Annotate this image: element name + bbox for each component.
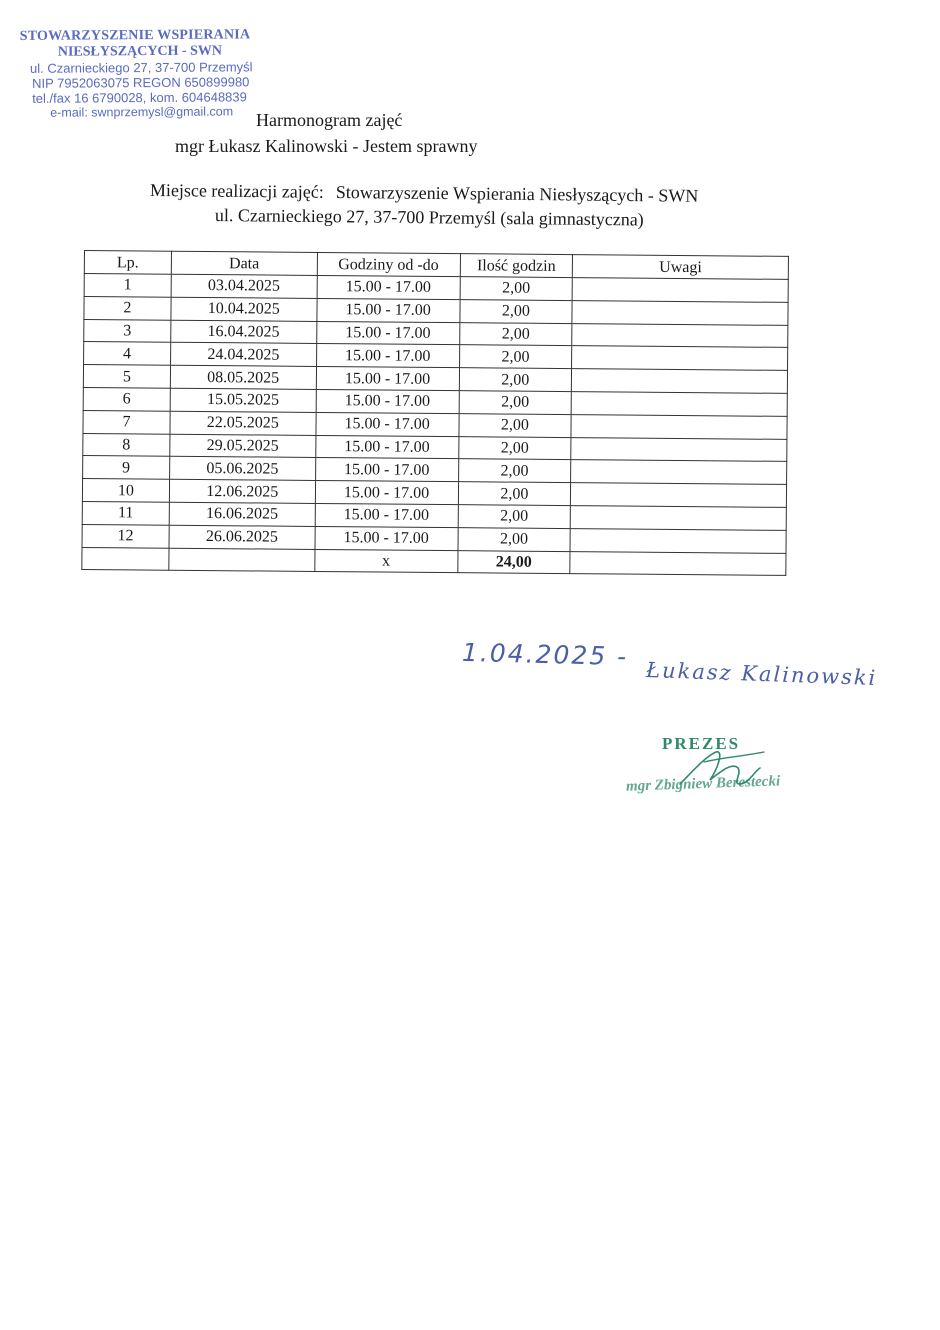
place-address: ul. Czarnieckiego 27, 37-700 Przemyśl (sala gimnastyczna)	[214, 205, 644, 230]
cell-hours: 15.00 - 17.00	[316, 367, 459, 391]
column-header-hours: Godziny od -do	[317, 252, 460, 276]
stamp-org-line2: NIESŁYSZĄCYCH - SWN	[57, 43, 223, 60]
organization-stamp	[20, 27, 291, 121]
cell-lp: 6	[83, 387, 170, 411]
cell-count: 2,00	[459, 345, 572, 369]
president-stamp	[620, 732, 820, 802]
cell-notes	[572, 278, 788, 303]
schedule-table	[81, 250, 789, 576]
total-row	[82, 547, 786, 576]
total-count: 24,00	[457, 550, 570, 574]
cell-notes	[570, 528, 786, 553]
cell-hours: 15.00 - 17.00	[315, 526, 458, 550]
cell-notes	[572, 346, 788, 371]
cell-date: 16.04.2025	[171, 320, 317, 344]
cell-notes	[571, 506, 787, 531]
cell-date: 03.04.2025	[171, 274, 317, 298]
cell-date: 08.05.2025	[170, 365, 316, 389]
cell-count: 2,00	[459, 368, 572, 392]
cell-notes	[571, 483, 787, 508]
cell-lp: 3	[84, 319, 171, 343]
cell-date: 05.06.2025	[169, 457, 315, 481]
total-lp	[82, 547, 169, 571]
cell-hours: 15.00 - 17.00	[315, 458, 458, 482]
page-subtitle: mgr Łukasz Kalinowski - Jestem sprawny	[175, 136, 478, 156]
handwritten-date: 1.04.2025 -	[461, 637, 629, 672]
stamp-address: ul. Czarnieckiego 27, 37-700 Przemyśl	[29, 59, 253, 76]
cell-notes	[572, 369, 788, 394]
page-title: Harmonogram zajęć	[256, 110, 403, 130]
cell-count: 2,00	[458, 459, 571, 483]
place-name: Stowarzyszenie Wspierania Niesłyszących - SWN	[335, 181, 699, 206]
column-header-notes: Uwagi	[573, 255, 789, 280]
cell-lp: 12	[82, 524, 169, 548]
place-label: Miejsce realizacji zajęć:	[149, 180, 324, 202]
cell-date: 29.05.2025	[170, 434, 316, 458]
cell-lp: 8	[83, 433, 170, 457]
cell-date: 24.04.2025	[170, 343, 316, 367]
column-header-count: Ilość godzin	[460, 254, 573, 278]
cell-lp: 10	[82, 479, 169, 503]
cell-date: 15.05.2025	[170, 388, 316, 412]
cell-notes	[571, 392, 787, 417]
cell-hours: 15.00 - 17.00	[317, 275, 460, 299]
total-hours: x	[314, 549, 457, 573]
cell-lp: 5	[83, 365, 170, 389]
cell-date: 22.05.2025	[170, 411, 316, 435]
cell-date: 16.06.2025	[169, 502, 315, 526]
cell-count: 2,00	[458, 482, 571, 506]
cell-date: 12.06.2025	[169, 479, 315, 503]
cell-lp: 2	[84, 296, 171, 320]
signature-scribble-icon	[620, 732, 820, 802]
stamp-org-line1: STOWARZYSZENIE WSPIERANIA	[19, 27, 251, 44]
cell-hours: 15.00 - 17.00	[315, 435, 458, 459]
stamp-person: mgr Zbigniew Berestecki	[625, 773, 781, 795]
cell-hours: 15.00 - 17.00	[317, 298, 460, 322]
cell-hours: 15.00 - 17.00	[316, 344, 459, 368]
cell-count: 2,00	[459, 391, 572, 415]
stamp-role: PREZES	[662, 734, 741, 753]
total-notes	[570, 551, 786, 576]
cell-lp: 9	[83, 456, 170, 480]
cell-notes	[571, 460, 787, 485]
stamp-phone: tel./fax 16 6790028, kom. 604648839	[32, 89, 247, 106]
cell-count: 2,00	[458, 413, 571, 437]
cell-notes	[571, 414, 787, 439]
cell-hours: 15.00 - 17.00	[316, 412, 459, 436]
place-line	[150, 180, 699, 207]
cell-count: 2,00	[459, 299, 572, 323]
cell-notes	[572, 300, 788, 325]
cell-date: 10.04.2025	[171, 297, 317, 321]
cell-notes	[572, 323, 788, 348]
cell-date: 26.06.2025	[169, 525, 315, 549]
column-header-date: Data	[171, 251, 317, 275]
total-date	[169, 548, 315, 572]
cell-lp: 11	[82, 501, 169, 525]
cell-lp: 4	[84, 342, 171, 366]
cell-hours: 15.00 - 17.00	[315, 481, 458, 505]
cell-count: 2,00	[458, 436, 571, 460]
cell-hours: 15.00 - 17.00	[315, 503, 458, 527]
cell-count: 2,00	[460, 277, 573, 301]
cell-hours: 15.00 - 17.00	[316, 389, 459, 413]
cell-hours: 15.00 - 17.00	[316, 321, 459, 345]
stamp-email: e-mail: swnprzemysl@gmail.com	[50, 104, 234, 120]
handwritten-signature: Łukasz Kalinowski	[645, 657, 878, 691]
cell-lp: 7	[83, 410, 170, 434]
cell-count: 2,00	[458, 505, 571, 529]
column-header-lp: Lp.	[84, 251, 171, 275]
cell-count: 2,00	[457, 527, 570, 551]
cell-lp: 1	[84, 274, 171, 298]
stamp-ids: NIP 7952063075 REGON 650899980	[32, 74, 250, 91]
cell-notes	[571, 437, 787, 462]
cell-count: 2,00	[459, 322, 572, 346]
